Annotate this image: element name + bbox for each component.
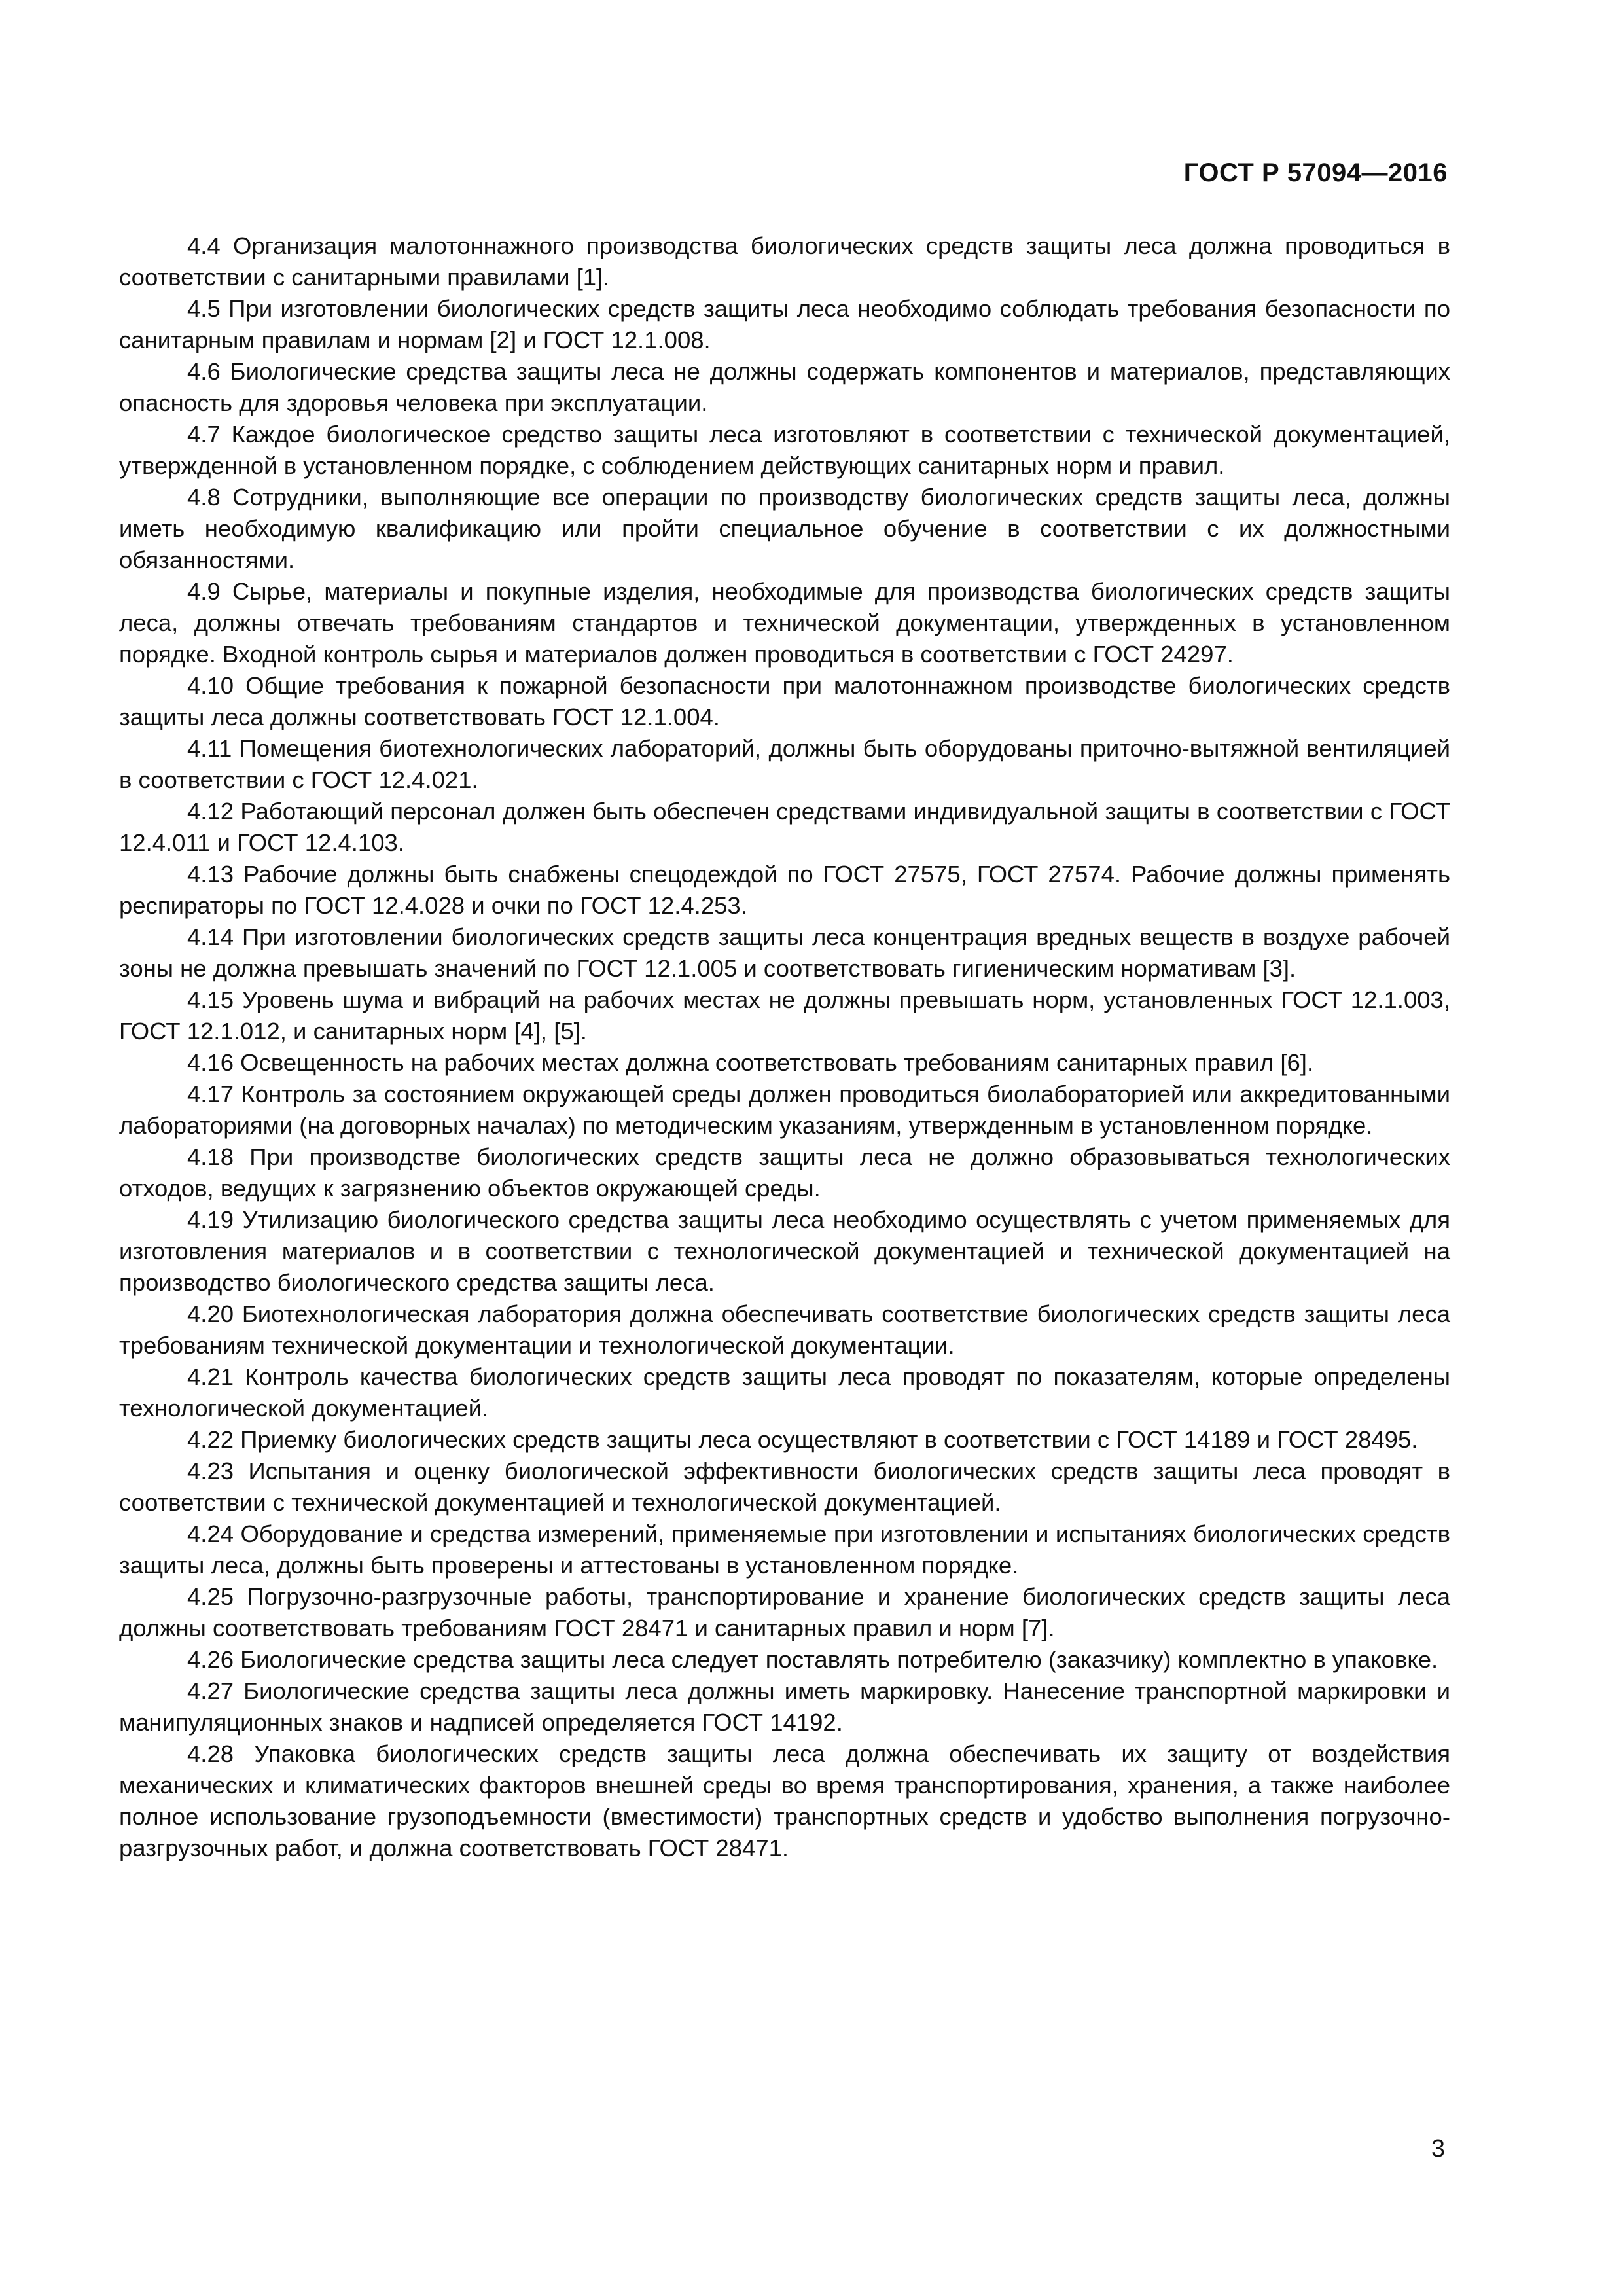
clause-4-28: 4.28 Упаковка биологических средств защиты леса должна обеспечивать их защиту от воздействия механических и климатических факторов внешней среды во время транспортирования, хранения, а также наиболее полное использование грузоподъемности (вместимости) транспортных средств и удобство выполнения погрузочно-разгрузочных работ, и должна соответствовать ГОСТ 28471.	[119, 1740, 1450, 1861]
clause-4-14: 4.14 При изготовлении биологических средств защиты леса концентрация вредных веществ в воздухе рабочей зоны не должна превышать значений по ГОСТ 12.1.005 и соответствовать гигиеническим нормативам [3].	[119, 924, 1450, 982]
clause-4-23: 4.23 Испытания и оценку биологической эффективности биологических средств защиты леса проводят в соответствии с технической документацией и технологической документацией.	[119, 1458, 1450, 1516]
clause-4-22: 4.22 Приемку биологических средств защиты леса осуществляют в соответствии с ГОСТ 14189 и ГОСТ 28495.	[187, 1426, 1418, 1453]
clause-4-13: 4.13 Рабочие должны быть снабжены спецодеждой по ГОСТ 27575, ГОСТ 27574. Рабочие должны применять респираторы по ГОСТ 12.4.028 и очки по ГОСТ 12.4.253.	[119, 861, 1450, 919]
clause-4-15: 4.15 Уровень шума и вибраций на рабочих местах не должны превышать норм, установленных ГОСТ 12.1.003, ГОСТ 12.1.012, и санитарных норм [4], [5].	[119, 986, 1450, 1045]
clause-4-18: 4.18 При производстве биологических средств защиты леса не должно образовываться технологических отходов, ведущих к загрязнению объектов окружающей среды.	[119, 1143, 1450, 1202]
clause-4-4: 4.4 Организация малотоннажного производства биологических средств защиты леса должна проводиться в соответствии с санитарными правилами [1].	[119, 232, 1450, 291]
clause-4-12: 4.12 Работающий персонал должен быть обеспечен средствами индивидуальной защиты в соответствии с ГОСТ 12.4.011 и ГОСТ 12.4.103.	[119, 798, 1450, 856]
clause-4-5: 4.5 При изготовлении биологических средств защиты леса необходимо соблюдать требования безопасности по санитарным правилам и нормам [2] и ГОСТ 12.1.008.	[119, 295, 1450, 353]
clause-4-24: 4.24 Оборудование и средства измерений, применяемые при изготовлении и испытаниях биологических средств защиты леса, должны быть проверены и аттестованы в установленном порядке.	[119, 1520, 1450, 1579]
clause-4-6: 4.6 Биологические средства защиты леса не должны содержать компонентов и материалов, представляющих опасность для здоровья человека при эксплуатации.	[119, 358, 1450, 416]
clause-4-20: 4.20 Биотехнологическая лаборатория должна обеспечивать соответствие биологических средств защиты леса требованиям технической документации и технологической документации.	[119, 1300, 1450, 1359]
clause-4-27: 4.27 Биологические средства защиты леса должны иметь маркировку. Нанесение транспортной маркировки и манипуляционных знаков и надписей определяется ГОСТ 14192.	[119, 1677, 1450, 1736]
clause-4-25: 4.25 Погрузочно-разгрузочные работы, транспортирование и хранение биологических средств защиты леса должны соответствовать требованиям ГОСТ 28471 и санитарных правил и норм [7].	[119, 1583, 1450, 1641]
clause-4-9: 4.9 Сырье, материалы и покупные изделия, необходимые для производства биологических средств защиты леса, должны отвечать требованиям стандартов и технической документации, утвержденных в установленном порядке. Входной контроль сырья и материалов должен проводиться в соответствии с ГОСТ 24297.	[119, 578, 1450, 668]
document-body	[119, 230, 1450, 1864]
clause-4-16: 4.16 Освещенность на рабочих местах должна соответствовать требованиям санитарных правил [6].	[187, 1049, 1314, 1076]
document-header: ГОСТ Р 57094—2016	[1183, 158, 1448, 187]
page-number: 3	[1431, 2135, 1445, 2162]
clause-4-21: 4.21 Контроль качества биологических средств защиты леса проводят по показателям, которые определены технологической документацией.	[119, 1363, 1450, 1422]
clause-4-8: 4.8 Сотрудники, выполняющие все операции по производству биологических средств защиты леса, должны иметь необходимую квалификацию или пройти специальное обучение в соответствии с их должностными обязанностями.	[119, 484, 1450, 573]
clause-4-10: 4.10 Общие требования к пожарной безопасности при малотоннажном производстве биологических средств защиты леса должны соответствовать ГОСТ 12.1.004.	[119, 672, 1450, 730]
clause-4-26: 4.26 Биологические средства защиты леса следует поставлять потребителю (заказчику) комплектно в упаковке.	[187, 1646, 1438, 1673]
clause-4-7: 4.7 Каждое биологическое средство защиты леса изготовляют в соответствии с технической документацией, утвержденной в установленном порядке, с соблюдением действующих санитарных норм и правил.	[119, 421, 1450, 479]
clause-4-19: 4.19 Утилизацию биологического средства защиты леса необходимо осуществлять с учетом применяемых для изготовления материалов и в соответствии с технологической документацией и технической документацией на производство биологического средства защиты леса.	[119, 1206, 1450, 1296]
clause-4-11: 4.11 Помещения биотехнологических лабораторий, должны быть оборудованы приточно-вытяжной вентиляцией в соответствии с ГОСТ 12.4.021.	[119, 735, 1450, 793]
clause-4-17: 4.17 Контроль за состоянием окружающей среды должен проводиться биолабораторией или аккредитованными лабораториями (на договорных началах) по методическим указаниям, утвержденным в установленном порядке.	[119, 1081, 1450, 1139]
